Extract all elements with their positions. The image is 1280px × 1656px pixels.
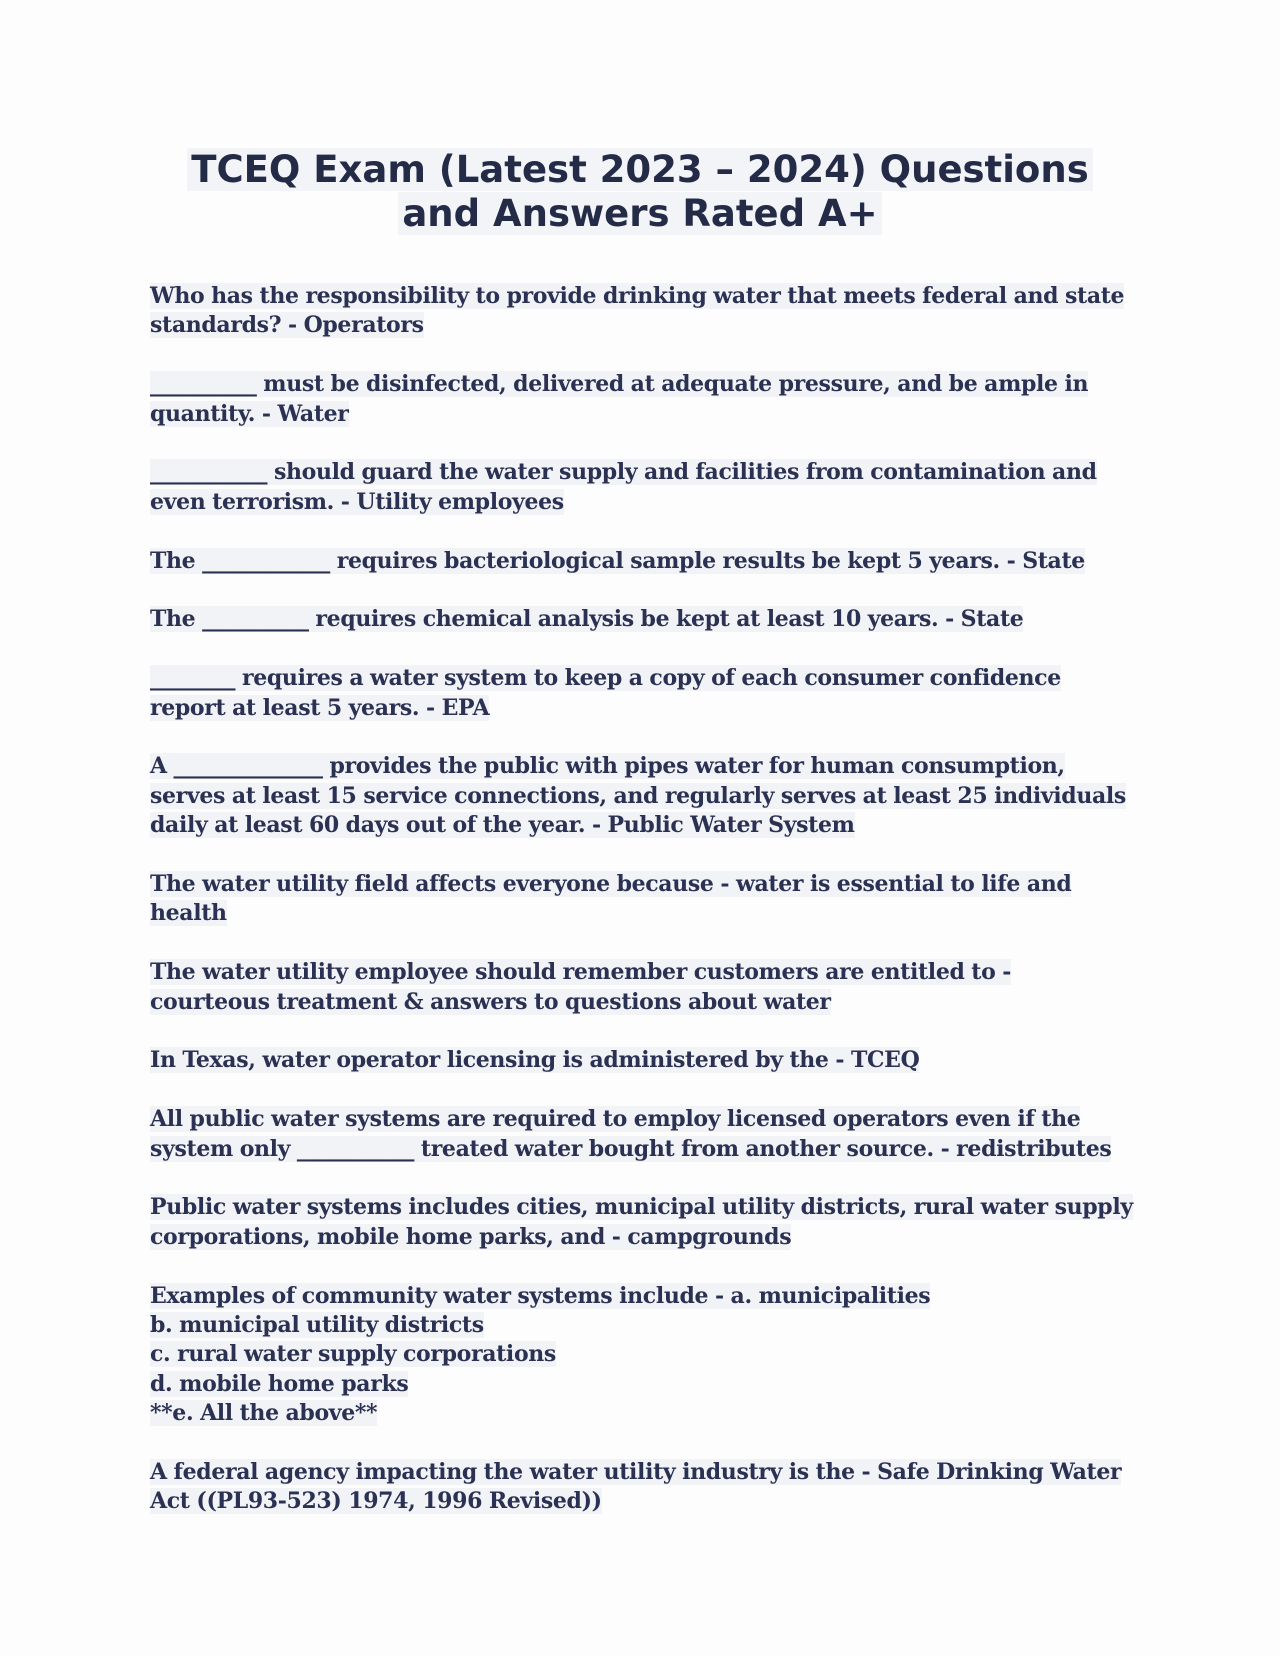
mc-line [150, 1340, 1135, 1369]
title-line-2: and Answers Rated A+ [398, 192, 881, 235]
qa-list [150, 282, 1135, 1546]
mc-option-e: **e. All the above** [150, 1400, 378, 1427]
qa-text: The __________ requires chemical analysis be kept at least 10 years. - State [150, 606, 1024, 633]
qa-text: Who has the responsibility to provide drinking water that meets federal and state standards? - Operators [150, 283, 1125, 339]
mc-option-d: d. mobile home parks [150, 1370, 409, 1397]
qa-text: ___________ should guard the water supply and facilities from contamination and even terrorism. - Utility employees [150, 459, 1097, 515]
qa-item [150, 664, 1135, 723]
mc-line [150, 1399, 1135, 1428]
qa-item [150, 1193, 1135, 1252]
mc-line [150, 1370, 1135, 1399]
qa-text: The water utility employee should remember customers are entitled to - courteous treatment & answers to questions about water [150, 959, 1012, 1015]
qa-item-multiple-choice [150, 1282, 1135, 1429]
qa-text: In Texas, water operator licensing is administered by the - TCEQ [150, 1047, 920, 1074]
mc-question-text: Examples of community water systems include - a. municipalities [150, 1282, 931, 1309]
qa-item [150, 958, 1135, 1017]
qa-item [150, 547, 1135, 576]
qa-text: A ______________ provides the public with pipes water for human consumption, serves at least 15 service connections, and regularly serves at least 25 individuals daily at least 60 days out of the year. - Public Water System [150, 753, 1126, 839]
title-line-1: TCEQ Exam (Latest 2023 – 2024) Questions [187, 148, 1092, 191]
qa-item [150, 605, 1135, 634]
qa-item [150, 870, 1135, 929]
mc-line [150, 1311, 1135, 1340]
qa-text: All public water systems are required to employ licensed operators even if the system only ___________ treated water bought from another source. - redistributes [150, 1106, 1112, 1162]
qa-item [150, 1046, 1135, 1075]
qa-item [150, 1458, 1135, 1517]
qa-text: __________ must be disinfected, delivered at adequate pressure, and be ample in quantity. - Water [150, 371, 1089, 427]
qa-text: The ____________ requires bacteriological sample results be kept 5 years. - State [150, 547, 1085, 574]
qa-item [150, 370, 1135, 429]
qa-text: The water utility field affects everyone because - water is essential to life and health [150, 871, 1072, 927]
qa-item [150, 458, 1135, 517]
mc-option-c: c. rural water supply corporations [150, 1341, 556, 1368]
qa-text: A federal agency impacting the water utility industry is the - Safe Drinking Water Act ((PL93-523) 1974, 1996 Revised)) [150, 1459, 1122, 1515]
qa-item [150, 282, 1135, 341]
document-title [150, 148, 1130, 236]
qa-item [150, 752, 1135, 840]
qa-item [150, 1105, 1135, 1164]
mc-option-b: b. municipal utility districts [150, 1312, 484, 1339]
qa-text: ________ requires a water system to keep a copy of each consumer confidence report at least 5 years. - EPA [150, 665, 1061, 721]
mc-line [150, 1282, 1135, 1311]
qa-text: Public water systems includes cities, municipal utility districts, rural water supply corporations, mobile home parks, and - campgrounds [150, 1194, 1133, 1250]
